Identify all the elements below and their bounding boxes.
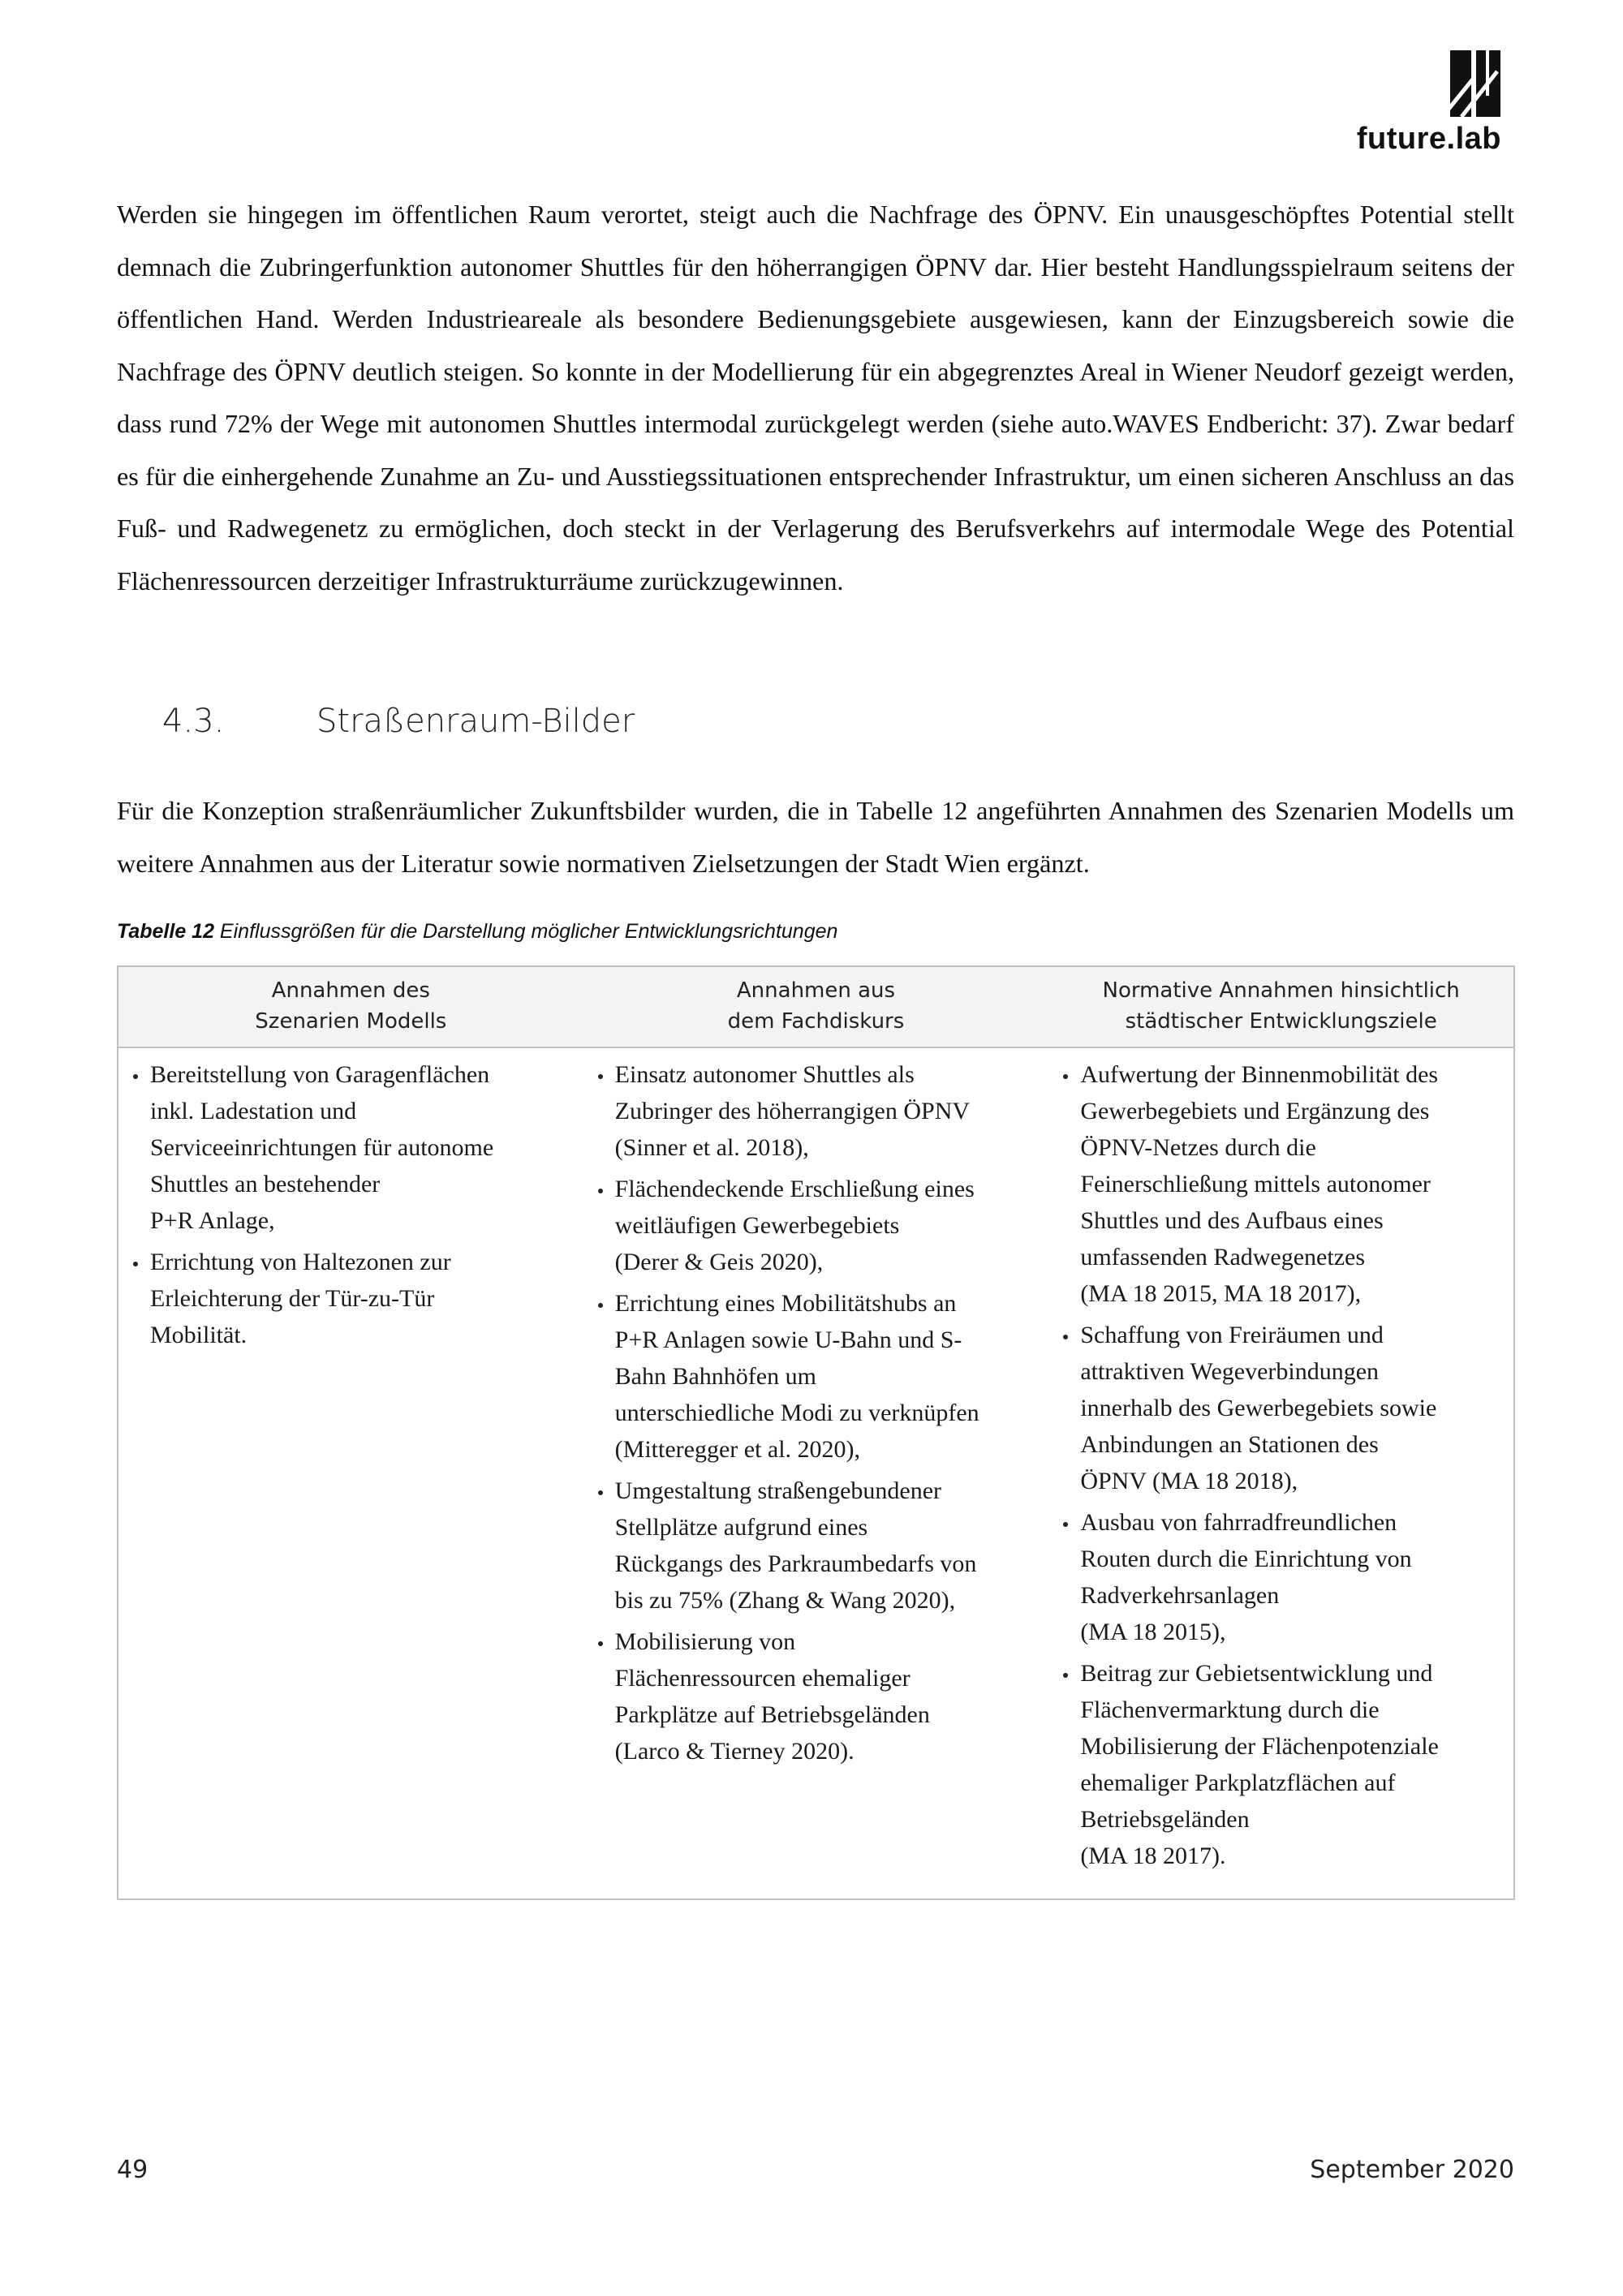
list-item: Umgestaltung straßengebundener Stellplätze aufgrund eines Rückgangs des Parkraumbedarfs von bis zu 75% (Zhang & Wang 2020),: [595, 1473, 1040, 1619]
table-cell-col1: [118, 1047, 583, 1899]
list-item: Errichtung eines Mobilitätshubs an P+R Anlagen sowie U-Bahn und S- Bahn Bahnhöfen um unterschiedliche Modi zu verknüpfen (Mitteregger et al. 2020),: [595, 1285, 1040, 1468]
list-item: Flächendeckende Erschließung eines weitläufigen Gewerbegebiets (Derer & Geis 2020),: [595, 1171, 1040, 1280]
section-title: Straßenraum-Bilder: [316, 703, 635, 740]
section-number: 4.3.: [162, 703, 225, 740]
list-item: Einsatz autonomer Shuttles als Zubringer des höherrangigen ÖPNV (Sinner et al. 2018),: [595, 1056, 1040, 1166]
col1-list: [130, 1056, 574, 1353]
assumptions-table: [117, 965, 1515, 1900]
table-header-1: Annahmen des Szenarien Modells: [118, 966, 583, 1047]
table-row: [118, 1047, 1514, 1899]
table-cell-col3: [1048, 1047, 1514, 1899]
section-heading: [162, 703, 635, 740]
table-header-row: [118, 966, 1514, 1047]
list-item: Beitrag zur Gebietsentwicklung und Flächenvermarktung durch die Mobilisierung der Flächenpotenziale ehemaliger Parkplatzflächen auf Betriebsgeländen (MA 18 2017).: [1060, 1655, 1504, 1874]
list-item: Errichtung von Haltezonen zur Erleichterung der Tür-zu-Tür Mobilität.: [130, 1244, 574, 1353]
table-caption: [117, 920, 837, 944]
list-item: Bereitstellung von Garagenflächen inkl. Ladestation und Serviceeinrichtungen für autonome Shuttles an bestehender P+R Anlage,: [130, 1056, 574, 1239]
body-paragraph-2: Für die Konzeption straßenräumlicher Zukunftsbilder wurden, die in Tabelle 12 angeführten Annahmen des Szenarien Modells um weitere Annahmen aus der Literatur sowie normativen Zielsetzungen der Stadt Wien ergänzt.: [117, 796, 1514, 878]
col2-list: [595, 1056, 1040, 1769]
page-number: 49: [117, 2156, 149, 2184]
logo-text: future.lab: [1356, 122, 1501, 156]
footer-date: September 2020: [1310, 2156, 1514, 2184]
future-lab-logo: [1347, 47, 1501, 157]
table-caption-label: Tabelle 12: [117, 920, 214, 943]
list-item: Ausbau von fahrradfreundlichen Routen durch die Einrichtung von Radverkehrsanlagen (MA 18 2015),: [1060, 1504, 1504, 1650]
list-item: Mobilisierung von Flächenressourcen ehemaliger Parkplätze auf Betriebsgeländen (Larco & Tierney 2020).: [595, 1623, 1040, 1769]
future-lab-logo-icon: [1447, 47, 1504, 120]
table-header-2: Annahmen aus dem Fachdiskurs: [583, 966, 1049, 1047]
list-item: Aufwertung der Binnenmobilität des Gewerbegebiets und Ergänzung des ÖPNV-Netzes durch die Feinerschließung mittels autonomer Shuttles und des Aufbaus eines umfassenden Radwegenetzes (MA 18 2015, MA 18 2017),: [1060, 1056, 1504, 1312]
body-paragraph-1: Werden sie hingegen im öffentlichen Raum verortet, steigt auch die Nachfrage des ÖPNV. Ein unausgeschöpftes Potential stellt demnach die Zubringerfunktion autonomer Shuttles für den höherrangigen ÖPNV dar. Hier besteht Handlungsspielraum seitens der öffentlichen Hand. Werden Industrieareale als besondere Bedienungsgebiete ausgewiesen, kann der Einzugsbereich sowie die Nachfrage des ÖPNV deutlich steigen. So konnte in der Modellierung für ein abgegrenztes Areal in Wiener Neudorf gezeigt werden, dass rund 72% der Wege mit autonomen Shuttles intermodal zurückgelegt werden (siehe auto.WAVES Endbericht: 37). Zwar bedarf es für die einhergehende Zunahme an Zu- und Ausstiegssituationen entsprechender Infrastruktur, um einen sicheren Anschluss an das Fuß- und Radwegenetz zu ermöglichen, doch steckt in der Verlagerung des Berufsverkehrs auf intermodale Wege des Potential Flächenressourcen derzeitiger Infrastrukturräume zurückzugewinnen.: [117, 200, 1514, 595]
list-item: Schaffung von Freiräumen und attraktiven Wegeverbindungen innerhalb des Gewerbegebiets sowie Anbindungen an Stationen des ÖPNV (MA 18 2018),: [1060, 1317, 1504, 1499]
table-caption-text: Einflussgrößen für die Darstellung möglicher Entwicklungsrichtungen: [213, 920, 838, 943]
table-header-3: Normative Annahmen hinsichtlich städtischer Entwicklungsziele: [1048, 966, 1514, 1047]
col3-list: [1060, 1056, 1504, 1874]
table-cell-col2: [583, 1047, 1049, 1899]
